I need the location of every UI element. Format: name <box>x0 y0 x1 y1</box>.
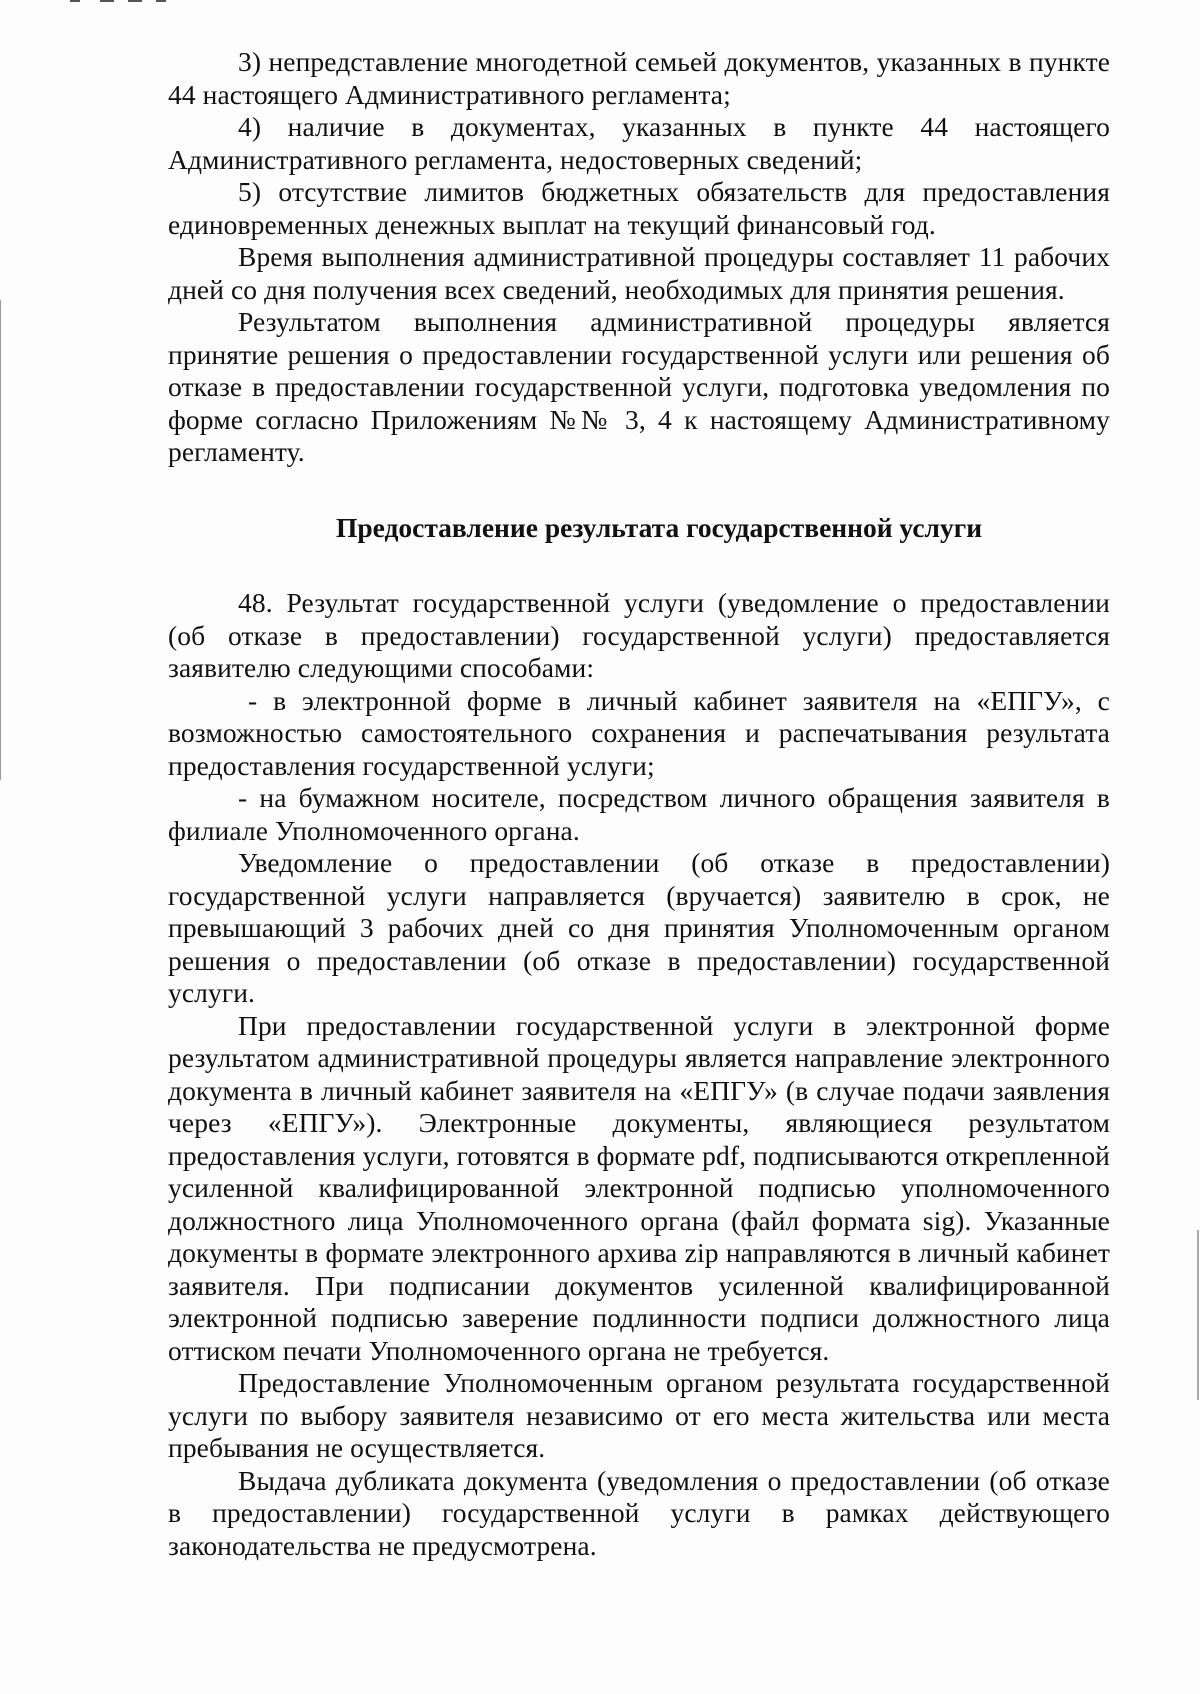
scan-artifact-right <box>1197 1230 1199 1400</box>
scan-artifact-top <box>100 0 114 2</box>
paragraph: 5) отсутствие лимитов бюджетных обязательств для предоставления единовременных денежных выплат на текущий финансовый год. <box>168 176 1110 240</box>
paragraph: Уведомление о предоставлении (об отказе в предоставлении) государственной услуги направляется (вручается) заявителю в срок, не превышающий 3 рабочих дней со дня принятия Уполномоченным органом решения о предоставлении (об отказе в предоставлении) государственной услуги. <box>168 847 1110 1008</box>
paragraph: При предоставлении государственной услуги в электронной форме результатом административной процедуры является направление электронного документа в личный кабинет заявителя на «ЕПГУ» (в случае подачи заявления через «ЕПГУ»). Электронные документы, являющиеся результатом предоставления услуги, готовятся в формате pdf, подписываются открепленной усиленной квалифицированной электронной подписью уполномоченного должностного лица Уполномоченного органа (файл формата sig). Указанные документы в формате электронного архива zip направляются в личный кабинет заявителя. При подписании документов усиленной квалифицированной электронной подписью заверение подлинности подписи должностного лица оттиском печати Уполномоченного органа не требуется. <box>168 1009 1110 1366</box>
scan-artifact-left <box>0 300 1 780</box>
list-item: - в электронной форме в личный кабинет заявителя на «ЕПГУ», с возможностью самостоятельного сохранения и распечатывания результата предоставления государственной услуги; <box>168 684 1110 781</box>
list-item: - на бумажном носителе, посредством личного обращения заявителя в филиале Уполномоченного органа. <box>168 782 1110 846</box>
paragraph: 48. Результат государственной услуги (уведомление о предоставлении (об отказе в предоставлении) государственной услуги) предоставляется заявителю следующими способами: <box>168 587 1110 683</box>
paragraph: 4) наличие в документах, указанных в пункте 44 настоящего Административного регламента, недостоверных сведений; <box>168 111 1110 175</box>
scan-artifact-top <box>156 0 166 2</box>
paragraph: Предоставление Уполномоченным органом результата государственной услуги по выбору заявителя независимо от его места жительства или места пребывания не осуществляется. <box>168 1367 1110 1463</box>
paragraph: 3) непредставление многодетной семьей документов, указанных в пункте 44 настоящего Административного регламента; <box>168 46 1110 110</box>
section-heading: Предоставление результата государственной услуги <box>335 511 983 543</box>
paragraph: Результатом выполнения административной процедуры является принятие решения о предоставлении государственной услуги или решения об отказе в предоставлении государственной услуги, подготовка уведомления по форме согласно Приложениям №№ 3, 4 к настоящему Административному регламенту. <box>168 306 1110 467</box>
scan-artifact-top <box>128 0 142 2</box>
paragraph: Время выполнения административной процедуры составляет 11 рабочих дней со дня получения всех сведений, необходимых для принятия решения. <box>168 241 1110 305</box>
scan-artifact-top <box>70 0 80 2</box>
document-body <box>168 46 1110 1562</box>
paragraph: Выдача дубликата документа (уведомления о предоставлении (об отказе в предоставлении) государственной услуги в рамках действующего законодательства не предусмотрена. <box>168 1464 1110 1561</box>
